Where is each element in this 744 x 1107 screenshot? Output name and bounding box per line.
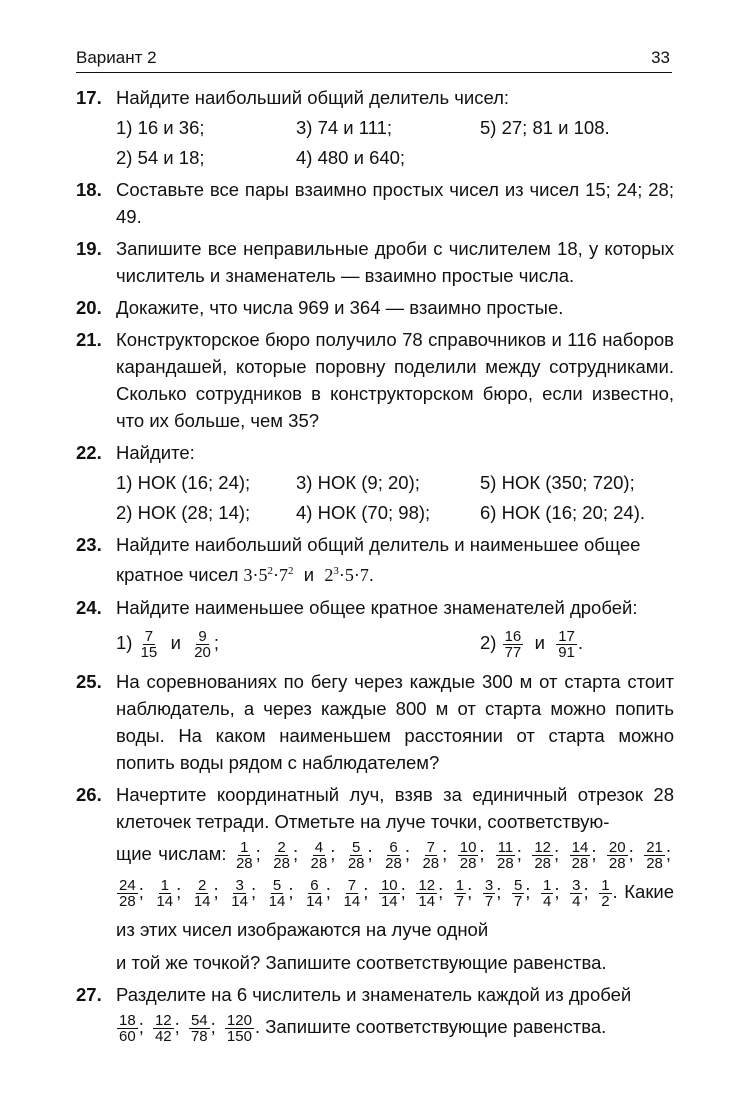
problem-text: На соревнованиях по бегу через каждые 300 м от старта стоит наблюдатель, а через каждые 800 м от старта можно попить воды. На каком наименьшем расстоянии от старта можно попить воды рядом с наблюдателем? (116, 671, 674, 773)
separator: ; (554, 881, 560, 902)
numerator: 18 (119, 1011, 136, 1029)
separator: ; (176, 881, 182, 902)
denominator: 28 (273, 854, 290, 872)
denominator: 14 (306, 892, 323, 910)
numerator: 5 (352, 838, 361, 856)
denominator: 15 (140, 643, 158, 661)
punctuation: . (577, 632, 584, 653)
problem-26 (76, 781, 674, 976)
problem-text: . Запишите соответствующие равенства. (254, 1016, 607, 1037)
expr-part: 3·5 (243, 565, 268, 585)
denominator: 7 (513, 892, 523, 910)
fraction (416, 878, 437, 909)
fraction (599, 878, 611, 909)
denominator: 28 (534, 854, 552, 872)
problem-number: 25. (76, 671, 102, 692)
item: 4) 480 и 640; (296, 147, 406, 168)
denominator: 14 (343, 892, 361, 910)
numerator: 1 (601, 876, 610, 894)
problem-text: Найдите наименьшее общее кратное знаменателей дробей: (116, 597, 638, 618)
fraction (495, 840, 516, 871)
problem-23 (76, 531, 674, 589)
problem-22 (76, 439, 674, 526)
problem-number: 22. (76, 442, 102, 463)
answer-row (116, 144, 674, 171)
punctuation: . (368, 564, 375, 585)
problem-number: 21. (76, 329, 102, 350)
problem-21 (76, 326, 674, 434)
denominator: 28 (497, 854, 514, 872)
denominator: 14 (156, 892, 174, 910)
problem-25 (76, 668, 674, 776)
punctuation: ; (213, 632, 220, 653)
denominator: 14 (268, 892, 286, 910)
numerator: 6 (310, 876, 319, 894)
denominator: 4 (572, 892, 581, 910)
separator: ; (325, 881, 331, 902)
answer-row (116, 114, 674, 141)
denominator: 77 (504, 643, 522, 661)
separator: ; (330, 843, 336, 864)
numerator: 1 (543, 876, 552, 894)
separator: ; (404, 843, 410, 864)
separator: ; (213, 881, 219, 902)
problem-text: Конструкторское бюро получило 78 справочников и 116 наборов карандашей, которые поровну поделили между сотрудниками. Сколько сотрудников в конструкторском бюро, если известно, что их больше, чем 35? (116, 329, 674, 431)
problem-list (76, 84, 674, 1051)
separator: ; (583, 881, 589, 902)
exponent: 2 (267, 565, 274, 577)
separator: ; (250, 881, 257, 902)
numerator: 9 (198, 627, 207, 645)
fraction (117, 878, 138, 909)
separator: ; (174, 1016, 180, 1037)
fraction (420, 840, 441, 871)
conjunction: и (303, 564, 315, 585)
separator: ; (554, 843, 560, 864)
denominator: 28 (608, 854, 626, 872)
item: 3) 74 и 111; (296, 117, 393, 138)
problem-text: Запишите все неправильные дроби с числителем 18, у которых числитель и знаменатель — взаимно простые числа. (116, 238, 674, 286)
denominator: 4 (543, 892, 552, 910)
fraction (458, 840, 479, 871)
separator: ; (442, 843, 448, 864)
item: 1) НОК (16; 24); (116, 472, 251, 493)
problem-number: 17. (76, 87, 102, 108)
fraction (383, 840, 404, 871)
expr-part: ·5·7 (338, 565, 369, 585)
denominator: 28 (422, 854, 440, 872)
numerator: 3 (484, 876, 494, 894)
fraction (309, 840, 330, 871)
fraction (346, 840, 367, 871)
numerator: 3 (572, 876, 581, 894)
fraction (139, 629, 160, 660)
fraction-list-lead: щие числам: (116, 843, 227, 864)
exponent: 3 (333, 565, 339, 577)
item-label: 1) (116, 632, 133, 653)
numerator: 7 (347, 876, 357, 894)
separator: ; (479, 843, 485, 864)
fraction (225, 1013, 254, 1044)
expression-2 (324, 565, 369, 585)
problem-18 (76, 176, 674, 230)
problem-text: кратное чисел (116, 564, 239, 585)
separator: ; (525, 881, 531, 902)
item: 5) 27; 81 и 108. (480, 117, 610, 138)
problem-number: 19. (76, 238, 102, 259)
denominator: 2 (601, 892, 610, 910)
separator: ; (363, 881, 369, 902)
separator: ; (591, 843, 597, 864)
item: 4) НОК (70; 98); (296, 502, 431, 523)
problem-17 (76, 84, 674, 171)
denominator: 28 (385, 854, 402, 872)
separator: ; (288, 881, 294, 902)
numerator: 11 (497, 838, 514, 856)
problem-text: Найдите наибольший общий делитель и наименьшее общее (116, 534, 641, 555)
fraction (267, 878, 288, 909)
fraction (454, 878, 466, 909)
numerator: 5 (272, 876, 282, 894)
denominator: 60 (119, 1027, 136, 1045)
fraction (556, 629, 577, 660)
denominator: 7 (484, 892, 494, 910)
fraction (304, 878, 325, 909)
denominator: 150 (226, 1027, 252, 1045)
problem-number: 20. (76, 297, 102, 318)
problem-number: 24. (76, 597, 102, 618)
fraction (342, 878, 363, 909)
problem-text: Разделите на 6 числитель и знаменатель каждой из дробей (116, 984, 632, 1005)
item: 3) НОК (9; 20); (296, 472, 420, 493)
problem-text: Найдите наибольший общий делитель чисел: (116, 87, 510, 108)
exponent: 2 (288, 565, 294, 577)
denominator: 28 (310, 854, 328, 872)
expression-1 (244, 565, 294, 585)
denominator: 28 (347, 854, 365, 872)
conjunction: и (534, 632, 545, 653)
item: 6) НОК (16; 20; 24). (480, 502, 646, 523)
problem-20 (76, 294, 674, 321)
numerator: 20 (608, 838, 626, 856)
denominator: 14 (418, 892, 436, 910)
denominator: 78 (190, 1027, 208, 1045)
numerator: 7 (144, 627, 154, 645)
numerator: 6 (389, 838, 398, 856)
numerator: 7 (426, 838, 435, 856)
fraction (154, 878, 175, 909)
numerator: 54 (190, 1011, 208, 1029)
answer-row (116, 469, 674, 496)
numerator: 12 (534, 838, 552, 856)
numerator: 12 (418, 876, 436, 894)
denominator: 14 (380, 892, 398, 910)
separator: ; (665, 843, 672, 864)
fraction (503, 629, 524, 660)
separator: ; (516, 843, 522, 864)
fraction (234, 840, 255, 871)
answer-row (116, 623, 674, 663)
fraction (644, 840, 665, 871)
separator: ; (496, 881, 502, 902)
denominator: 91 (558, 643, 575, 661)
numerator: 2 (198, 876, 207, 894)
variant-label: Вариант 2 (76, 48, 157, 67)
numerator: 10 (380, 876, 398, 894)
numerator: 2 (277, 838, 286, 856)
fraction-list (116, 835, 674, 949)
problem-27 (76, 981, 674, 1046)
fraction (229, 878, 250, 909)
fraction (189, 1013, 210, 1044)
numerator: 12 (154, 1011, 172, 1029)
problem-text: . Какие из этих чисел изображаются на луче одной (116, 881, 675, 940)
separator: ; (255, 843, 261, 864)
denominator: 28 (459, 854, 477, 872)
denominator: 14 (193, 892, 211, 910)
fraction-pair-1 (116, 623, 480, 663)
fraction (153, 1013, 174, 1044)
fraction (379, 878, 400, 909)
numerator: 24 (119, 876, 136, 894)
numerator: 21 (646, 838, 663, 856)
fraction-sequence (116, 1011, 255, 1045)
item: 1) 16 и 36; (116, 117, 205, 138)
page-number: 33 (651, 48, 670, 67)
fraction (192, 878, 213, 909)
fraction-list (116, 1008, 674, 1046)
problem-expression-line (116, 561, 674, 589)
numerator: 120 (226, 1011, 252, 1029)
denominator: 28 (119, 892, 136, 910)
problem-text: Начертите координатный луч, взяв за единичный отрезок 28 клеточек тетради. Отметьте на луче точки, соответствую- (116, 784, 674, 832)
fraction (570, 878, 582, 909)
fraction-pair-2 (480, 623, 583, 663)
separator: ; (628, 843, 634, 864)
separator: ; (292, 843, 299, 864)
numerator: 17 (558, 627, 575, 645)
item: 2) НОК (28; 14); (116, 502, 251, 523)
separator: ; (467, 881, 473, 902)
denominator: 28 (235, 854, 253, 872)
numerator: 10 (459, 838, 477, 856)
separator: ; (367, 843, 373, 864)
denominator: 14 (231, 892, 248, 910)
problem-number: 26. (76, 784, 102, 805)
fraction (541, 878, 553, 909)
expr-part: ·7 (273, 565, 289, 585)
expr-part: 2 (324, 565, 334, 585)
denominator: 20 (194, 643, 211, 661)
problem-text: и той же точкой? Запишите соответствующие равенства. (116, 952, 607, 973)
item-label: 2) (480, 632, 497, 653)
item: 2) 54 и 18; (116, 147, 205, 168)
problem-text: Найдите: (116, 442, 195, 463)
problem-number: 23. (76, 534, 102, 555)
fraction (607, 840, 628, 871)
fraction (532, 840, 553, 871)
problem-number: 27. (76, 984, 102, 1005)
separator: ; (438, 881, 444, 902)
denominator: 28 (571, 854, 589, 872)
numerator: 1 (160, 876, 169, 894)
fraction (271, 840, 292, 871)
problem-19 (76, 235, 674, 289)
fraction (483, 878, 495, 909)
numerator: 16 (504, 627, 522, 645)
fraction (192, 629, 213, 660)
denominator: 42 (154, 1027, 172, 1045)
problem-text: Составьте все пары взаимно простых чисел из чисел 15; 24; 28; 49. (116, 179, 674, 227)
fraction (570, 840, 591, 871)
denominator: 7 (455, 892, 465, 910)
problem-number: 18. (76, 179, 102, 200)
separator: ; (210, 1016, 216, 1037)
problem-24 (76, 594, 674, 663)
numerator: 1 (240, 838, 249, 856)
numerator: 1 (455, 876, 465, 894)
conjunction: и (170, 632, 181, 653)
page-header (76, 44, 672, 73)
problem-text: Докажите, что числа 969 и 364 — взаимно простые. (116, 297, 564, 318)
numerator: 4 (314, 838, 324, 856)
separator: ; (400, 881, 406, 902)
separator: ; (138, 1016, 144, 1037)
numerator: 14 (571, 838, 589, 856)
separator: ; (138, 881, 144, 902)
denominator: 28 (646, 854, 663, 872)
answer-row (116, 499, 674, 526)
item: 5) НОК (350; 720); (480, 472, 635, 493)
numerator: 5 (513, 876, 523, 894)
fraction (512, 878, 524, 909)
numerator: 3 (235, 876, 244, 894)
fraction (117, 1013, 138, 1044)
